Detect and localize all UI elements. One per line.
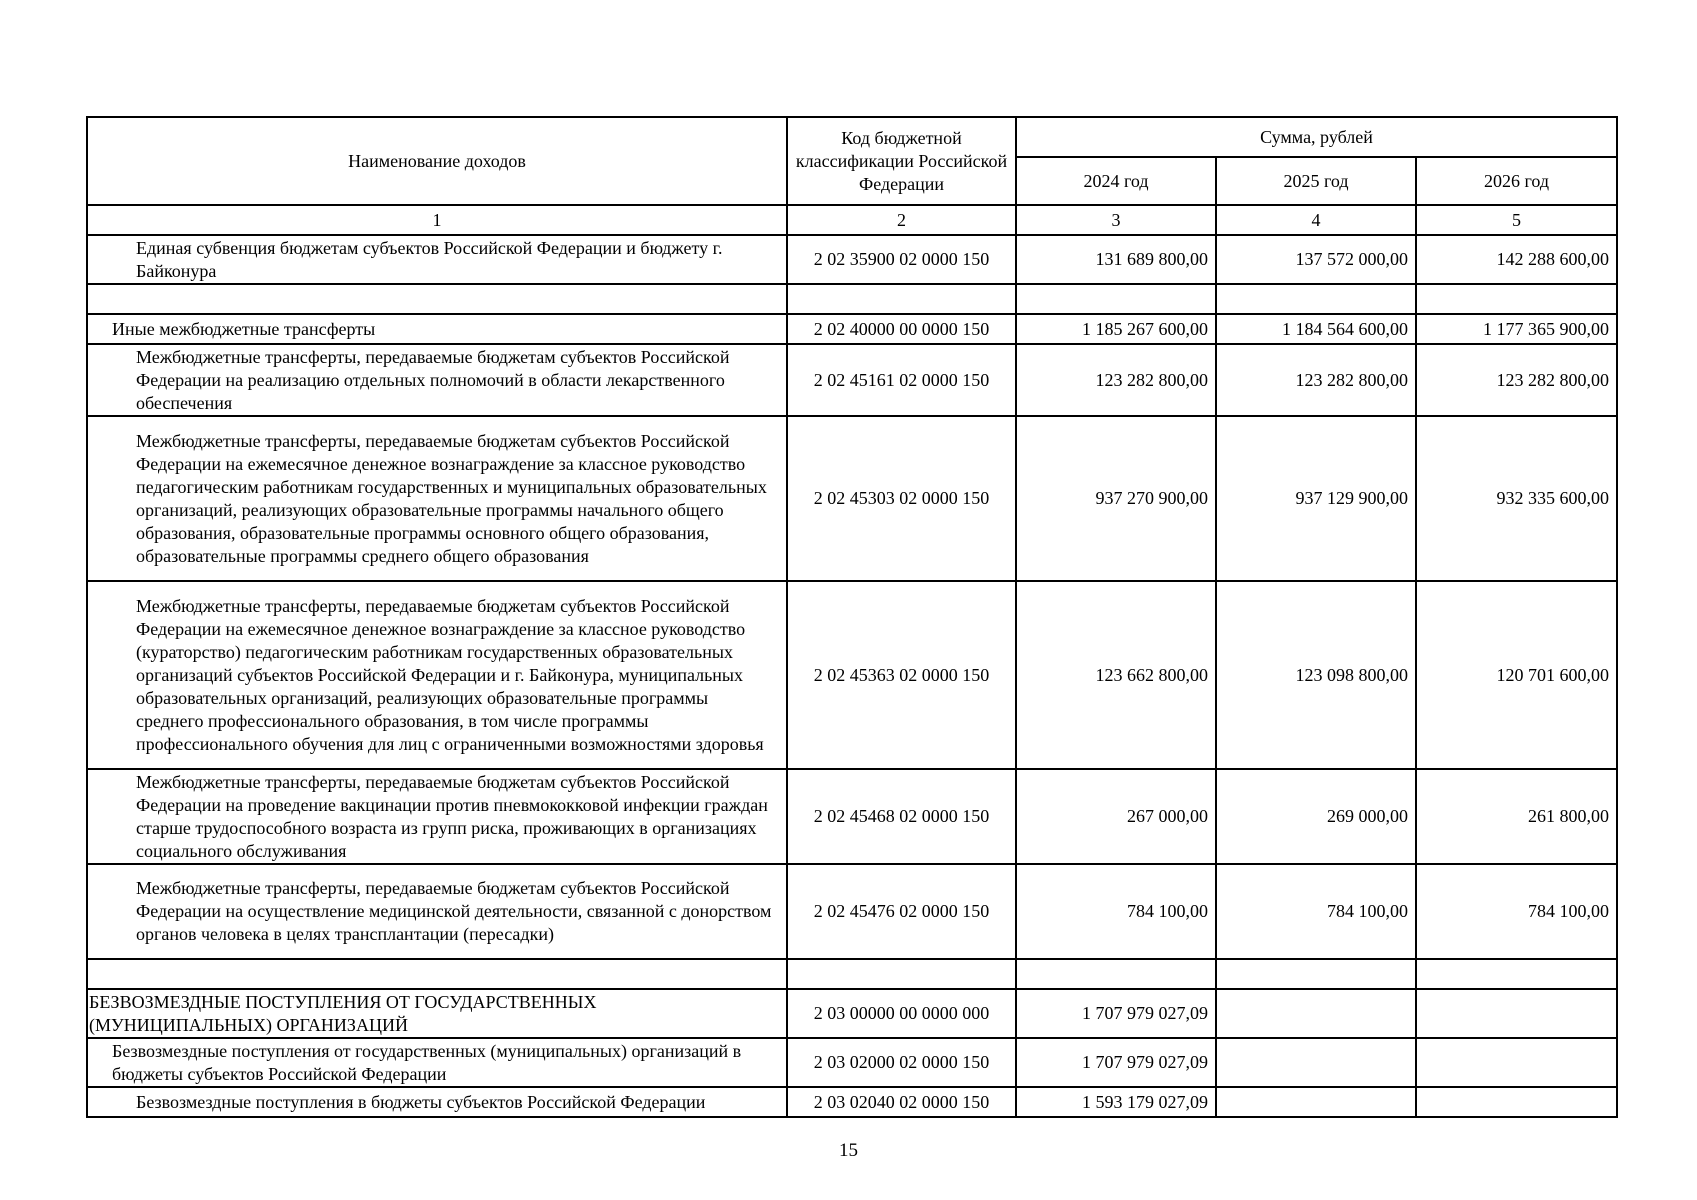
- row-revenue-name: Межбюджетные трансферты, передаваемые бюджетам субъектов Российской Федерации на реализацию отдельных полномочий в области лекарственного обеспечения: [87, 344, 787, 416]
- table-row: [87, 416, 1617, 581]
- row-sum-2024: 123 662 800,00: [1016, 581, 1216, 769]
- table-row: [87, 344, 1617, 416]
- row-budget-code: 2 03 00000 00 0000 000: [787, 989, 1016, 1038]
- row-sum-2025: 1 184 564 600,00: [1216, 314, 1416, 344]
- row-sum-2025: 137 572 000,00: [1216, 235, 1416, 284]
- page-number: 15: [839, 1140, 858, 1161]
- row-revenue-name: БЕЗВОЗМЕЗДНЫЕ ПОСТУПЛЕНИЯ ОТ ГОСУДАРСТВЕННЫХ (МУНИЦИПАЛЬНЫХ) ОРГАНИЗАЦИЙ: [87, 989, 787, 1038]
- row-sum-2025: 123 098 800,00: [1216, 581, 1416, 769]
- table-row: [87, 1038, 1617, 1087]
- table-row: [87, 1087, 1617, 1117]
- row-sum-2024: 784 100,00: [1016, 864, 1216, 959]
- row-sum-2026: [1416, 989, 1617, 1038]
- row-revenue-name: Межбюджетные трансферты, передаваемые бюджетам субъектов Российской Федерации на ежемесячное денежное вознаграждение за классное руководство (кураторство) педагогическим работникам государственных образовательных организаций субъектов Российской Федерации и г. Байконура, муниципальных образовательных организаций, реализующих образовательные программы среднего профессионального образования, в том числе программы профессионального обучения для лиц с ограниченными возможностями здоровья: [87, 581, 787, 769]
- table-row: [87, 769, 1617, 864]
- table-row: [87, 235, 1617, 284]
- row-budget-code: 2 02 45303 02 0000 150: [787, 416, 1016, 581]
- row-revenue-name: Межбюджетные трансферты, передаваемые бюджетам субъектов Российской Федерации на проведение вакцинации против пневмококковой инфекции граждан старше трудоспособного возраста из групп риска, проживающих в организациях социального обслуживания: [87, 769, 787, 864]
- row-sum-2025: [1216, 989, 1416, 1038]
- row-sum-2024: 937 270 900,00: [1016, 416, 1216, 581]
- table-row: [87, 314, 1617, 344]
- row-sum-2024: 1 707 979 027,09: [1016, 989, 1216, 1038]
- row-revenue-name: [87, 284, 787, 314]
- row-sum-2025: 784 100,00: [1216, 864, 1416, 959]
- header-sum-group: Сумма, рублей: [1016, 117, 1617, 157]
- row-sum-2025: 269 000,00: [1216, 769, 1416, 864]
- column-number-row: [87, 205, 1617, 235]
- column-number: 3: [1016, 205, 1216, 235]
- row-revenue-name: Межбюджетные трансферты, передаваемые бюджетам субъектов Российской Федерации на осуществление медицинской деятельности, связанной с донорством органов человека в целях трансплантации (пересадки): [87, 864, 787, 959]
- row-budget-code: 2 03 02000 02 0000 150: [787, 1038, 1016, 1087]
- row-revenue-name: Единая субвенция бюджетам субъектов Российской Федерации и бюджету г. Байконура: [87, 235, 787, 284]
- row-budget-code: 2 02 45363 02 0000 150: [787, 581, 1016, 769]
- row-revenue-name: Безвозмездные поступления от государственных (муниципальных) организаций в бюджеты субъектов Российской Федерации: [87, 1038, 787, 1087]
- row-sum-2026: 120 701 600,00: [1416, 581, 1617, 769]
- row-revenue-name: [87, 959, 787, 989]
- row-revenue-name: Межбюджетные трансферты, передаваемые бюджетам субъектов Российской Федерации на ежемесячное денежное вознаграждение за классное руководство педагогическим работникам государственных и муниципальных образовательных организаций, реализующих образовательные программы начального общего образования, образовательные программы основного общего образования, образовательные программы среднего общего образования: [87, 416, 787, 581]
- row-sum-2024: 267 000,00: [1016, 769, 1216, 864]
- revenue-table: [86, 116, 1618, 1118]
- row-sum-2026: [1416, 1038, 1617, 1087]
- row-sum-2025: [1216, 1038, 1416, 1087]
- header-year-2026: 2026 год: [1416, 157, 1617, 205]
- row-sum-2026: 784 100,00: [1416, 864, 1617, 959]
- row-revenue-name: Безвозмездные поступления в бюджеты субъектов Российской Федерации: [87, 1087, 787, 1117]
- row-sum-2026: [1416, 1087, 1617, 1117]
- row-budget-code: [787, 959, 1016, 989]
- row-sum-2026: 261 800,00: [1416, 769, 1617, 864]
- table-row-empty: [87, 284, 1617, 314]
- row-sum-2024: 1 185 267 600,00: [1016, 314, 1216, 344]
- row-sum-2024: 1 707 979 027,09: [1016, 1038, 1216, 1087]
- table-header: [87, 117, 1617, 235]
- column-number: 5: [1416, 205, 1617, 235]
- row-sum-2025: [1216, 959, 1416, 989]
- row-budget-code: 2 02 45476 02 0000 150: [787, 864, 1016, 959]
- row-sum-2024: [1016, 959, 1216, 989]
- row-sum-2026: 932 335 600,00: [1416, 416, 1617, 581]
- header-year-2024: 2024 год: [1016, 157, 1216, 205]
- row-revenue-name: Иные межбюджетные трансферты: [87, 314, 787, 344]
- row-budget-code: 2 03 02040 02 0000 150: [787, 1087, 1016, 1117]
- header-year-2025: 2025 год: [1216, 157, 1416, 205]
- row-budget-code: 2 02 45468 02 0000 150: [787, 769, 1016, 864]
- column-number: 1: [87, 205, 787, 235]
- row-sum-2026: 1 177 365 900,00: [1416, 314, 1617, 344]
- table-row: [87, 989, 1617, 1038]
- header-revenue-name: Наименование доходов: [87, 117, 787, 205]
- row-sum-2026: [1416, 959, 1617, 989]
- row-budget-code: 2 02 35900 02 0000 150: [787, 235, 1016, 284]
- row-sum-2025: [1216, 284, 1416, 314]
- row-budget-code: 2 02 40000 00 0000 150: [787, 314, 1016, 344]
- table-row-empty: [87, 959, 1617, 989]
- table-row: [87, 864, 1617, 959]
- row-sum-2025: 123 282 800,00: [1216, 344, 1416, 416]
- row-sum-2026: 123 282 800,00: [1416, 344, 1617, 416]
- row-sum-2025: 937 129 900,00: [1216, 416, 1416, 581]
- row-budget-code: 2 02 45161 02 0000 150: [787, 344, 1016, 416]
- row-sum-2024: 131 689 800,00: [1016, 235, 1216, 284]
- row-budget-code: [787, 284, 1016, 314]
- row-sum-2024: 123 282 800,00: [1016, 344, 1216, 416]
- row-sum-2024: [1016, 284, 1216, 314]
- row-sum-2024: 1 593 179 027,09: [1016, 1087, 1216, 1117]
- table-row: [87, 581, 1617, 769]
- column-number: 4: [1216, 205, 1416, 235]
- table-body: [87, 235, 1617, 1117]
- row-sum-2025: [1216, 1087, 1416, 1117]
- header-budget-code: Код бюджетной классификации Российской Федерации: [787, 117, 1016, 205]
- column-number: 2: [787, 205, 1016, 235]
- row-sum-2026: 142 288 600,00: [1416, 235, 1617, 284]
- row-sum-2026: [1416, 284, 1617, 314]
